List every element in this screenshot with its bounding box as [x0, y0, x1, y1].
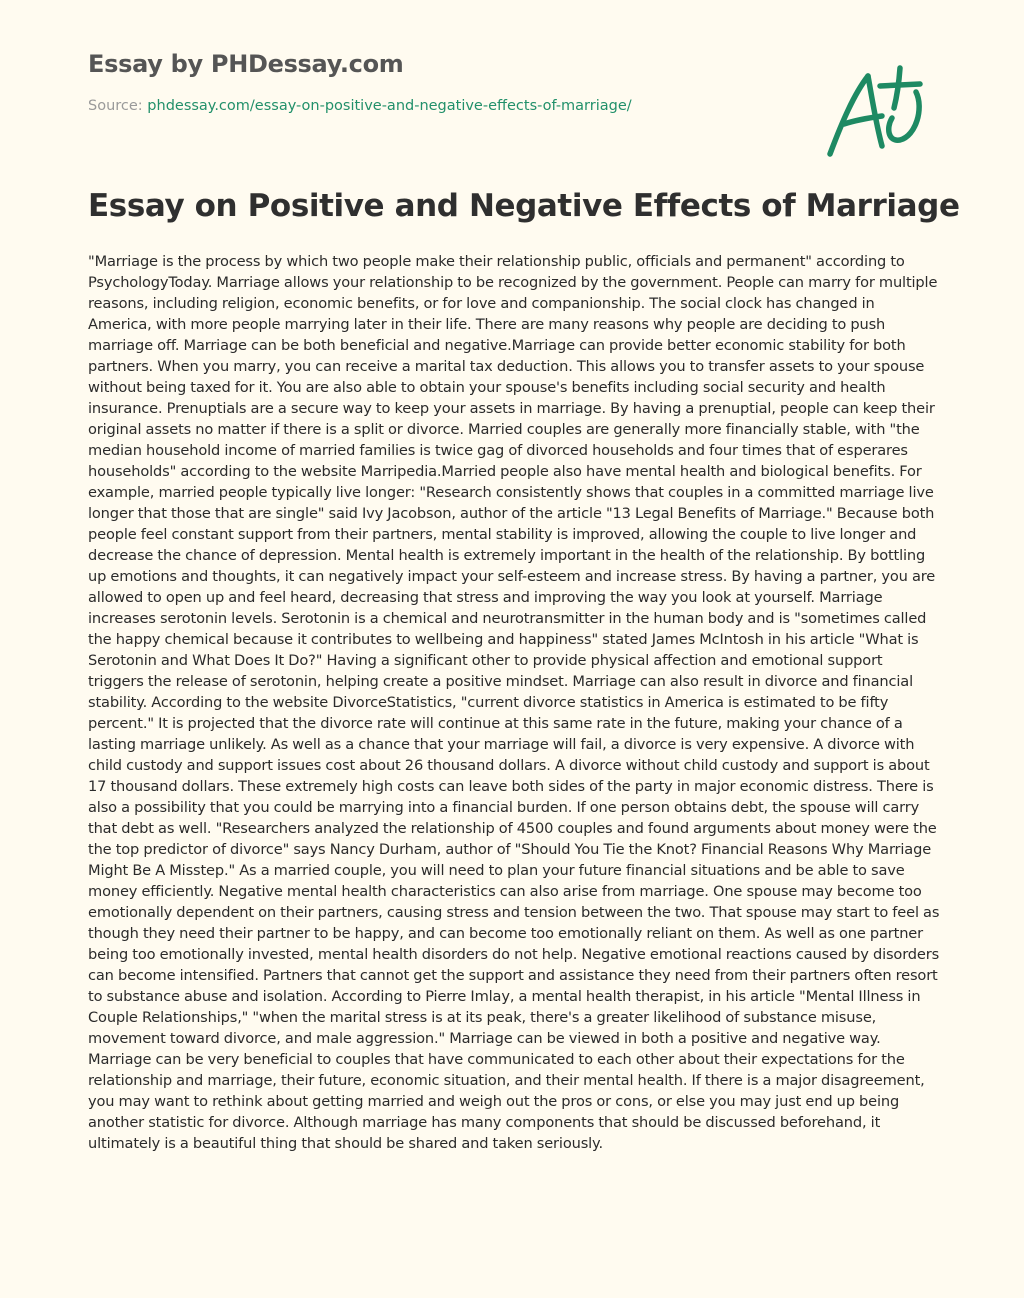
source-line: [88, 98, 788, 114]
essay-title: Essay on Positive and Negative Effects of Marriage: [88, 188, 960, 224]
a-plus-logo-svg: [820, 62, 932, 162]
source-link[interactable]: phdessay.com/essay-on-positive-and-negative-effects-of-marriage/: [147, 98, 632, 114]
site-header: [88, 50, 788, 114]
essay-body: "Marriage is the process by which two people make their relationship public, officials and permanent" according to PsychologyToday. Marriage allows your relationship to be recognized by the government. People can marry for multiple reasons, including religion, economic benefits, or for love and companionship. The social clock has changed in America, with more people marrying later in their life. There are many reasons why people are deciding to push marriage off. Marriage can be both beneficial and negative.Marriage can provide better economic stability for both partners. When you marry, you can receive a marital tax deduction. This allows you to transfer assets to your spouse without being taxed for it. You are also able to obtain your spouse's benefits including social security and health insurance. Prenuptials are a secure way to keep your assets in marriage. By having a prenuptial, people can keep their original assets no matter if there is a split or divorce. Married couples are generally more financially stable, with "the median household income of married families is twice gag of divorced households and four times that of esperares households" according to the website Marripedia.Married people also have mental health and biological benefits. For example, married people typically live longer: "Research consistently shows that couples in a committed marriage live longer that those that are single" said Ivy Jacobson, author of the article "13 Legal Benefits of Marriage." Because both people feel constant support from their partners, mental stability is improved, allowing the couple to live longer and decrease the chance of depression. Mental health is extremely important in the health of the relationship. By bottling up emotions and thoughts, it can negatively impact your self-esteem and increase stress. By having a partner, you are allowed to open up and feel heard, decreasing that stress and improving the way you look at yourself. Marriage increases serotonin levels. Serotonin is a chemical and neurotransmitter in the human body and is "sometimes called the happy chemical because it contributes to wellbeing and happiness" stated James McIntosh in his article "What is Serotonin and What Does It Do?" Having a significant other to provide physical affection and emotional support triggers the release of serotonin, helping create a positive mindset. Marriage can also result in divorce and financial stability. According to the website DivorceStatistics, "current divorce statistics in America is estimated to be fifty percent." It is projected that the divorce rate will continue at this same rate in the future, making your chance of a lasting marriage unlikely. As well as a chance that your marriage will fail, a divorce is very expensive. A divorce with child custody and support issues cost about 26 thousand dollars. A divorce without child custody and support is about 17 thousand dollars. These extremely high costs can leave both sides of the party in major economic distress. There is also a possibility that you could be marrying into a financial burden. If one person obtains debt, the spouse will carry that debt as well. "Researchers analyzed the relationship of 4500 couples and found arguments about money were the the top predictor of divorce" says Nancy Durham, author of "Should You Tie the Knot? Financial Reasons Why Marriage Might Be A Misstep." As a married couple, you will need to plan your future financial situations and be able to save money efficiently. Negative mental health characteristics can also arise from marriage. One spouse may become too emotionally dependent on their partners, causing stress and tension between the two. That spouse may start to feel as though they need their partner to be happy, and can become too emotionally reliant on them. As well as one partner being too emotionally invested, mental health disorders do not help. Negative emotional reactions caused by disorders can become intensified. Partners that cannot get the support and assistance they need from their partners often resort to substance abuse and isolation. According to Pierre Imlay, a mental health therapist, in his article "Mental Illness in Couple Relationships," "when the marital stress is at its peak, there's a greater likelihood of substance misuse, movement toward divorce, and male aggression." Marriage can be viewed in both a positive and negative way. Marriage can be very beneficial to couples that have communicated to each other about their expectations for the relationship and marriage, their future, economic situation, and their mental health. If there is a major disagreement, you may want to rethink about getting married and weigh out the pros or cons, or else you may just end up being another statistic for divorce. Although marriage has many components that should be discussed beforehand, it ultimately is a beautiful thing that should be shared and taken seriously.: [88, 253, 940, 1152]
site-title: Essay by PHDessay.com: [88, 50, 404, 78]
a-plus-grade-icon: [820, 62, 932, 162]
source-label: Source:: [88, 98, 143, 114]
letter-a-left-stroke: [830, 76, 868, 154]
